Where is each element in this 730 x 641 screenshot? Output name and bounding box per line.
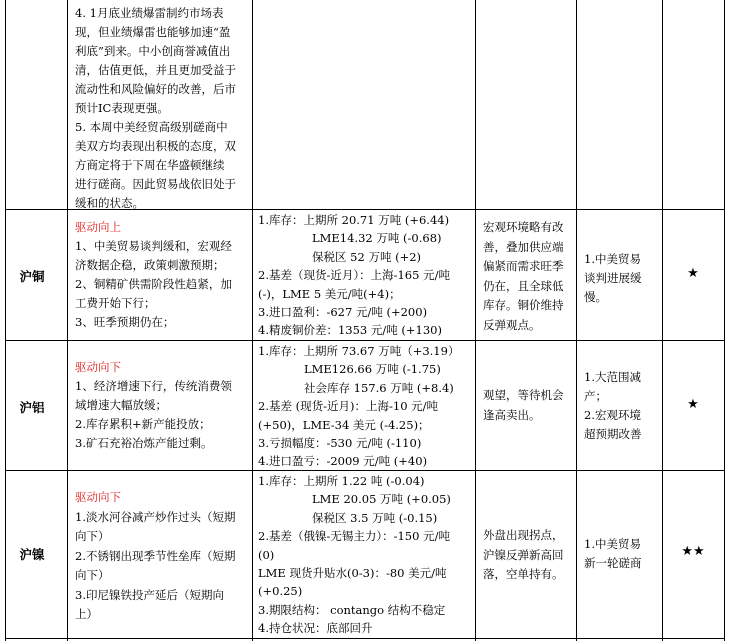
data-line: LME 现货升贴水(0-3)：-80 美元/吨 <box>258 566 447 581</box>
col-border <box>475 0 476 641</box>
data-line: (0) <box>258 547 275 562</box>
data-line: 1.库存：上期所 1.22 吨 (-0.04) <box>258 474 425 488</box>
text-line: 进行磋商。因此贸易战依旧处于 <box>75 177 236 191</box>
data-line: LME126.66 万吨 (-1.75) <box>304 362 441 377</box>
data-line: 3.进口盈利：-627 元/吨 (+200) <box>258 305 428 320</box>
rating-stars: ★ <box>687 266 699 281</box>
drivers-cell <box>75 488 251 625</box>
text-line: 利底”到来。中小创商誉减值出 <box>75 44 231 58</box>
risk-cell <box>584 535 661 573</box>
driver-line: 1、经济增速下行，传统消费领 <box>75 379 232 393</box>
data-line: (+0.25) <box>258 584 303 599</box>
data-line: (+50)，LME-34 美元 (-4.25)； <box>258 417 430 432</box>
view-line: 观望，等待机会 <box>483 388 564 402</box>
driver-line: 域增速大幅放缓； <box>75 398 167 412</box>
view-line: 偏紧而需求旺季 <box>483 259 564 273</box>
view-cell <box>483 386 575 425</box>
drivers-title: 驱动向下 <box>75 360 121 374</box>
data-cell <box>258 211 474 340</box>
col-border <box>252 0 253 641</box>
data-line: 1.库存：上期所 20.71 万吨 (+6.44) <box>258 213 450 227</box>
view-line: 库存。铜价维持 <box>483 298 564 312</box>
view-line: 逢高卖出。 <box>483 407 541 422</box>
driver-line: 2.不锈钢出现季节性垒库（短期 <box>75 548 236 563</box>
view-line: 善，叠加供应端 <box>483 239 564 254</box>
risk-line: 2.宏观环境 <box>584 408 641 422</box>
risk-line: 慢。 <box>584 290 607 304</box>
data-line: LME14.32 万吨 (-0.68) <box>312 231 442 246</box>
row-border <box>5 340 725 341</box>
driver-line: 2、铜精矿供需阶段性趋紧，加 <box>75 277 232 291</box>
col-border <box>576 0 577 641</box>
data-line: 4.进口盈亏：-2009 元/吨 (+40) <box>258 454 428 469</box>
drivers-title: 驱动向上 <box>75 220 121 234</box>
driver-line: 3.矿石充裕冶炼产能过剩。 <box>75 436 213 450</box>
drivers-title: 驱动向下 <box>75 490 121 504</box>
commodity-name: 沪铜 <box>19 269 45 284</box>
text-line: 5. 本周中美经贸高级别磋商中 <box>75 120 228 134</box>
view-cell <box>483 218 575 335</box>
view-line: 仍在，且全球低 <box>483 278 564 293</box>
top-driver-text <box>75 4 251 213</box>
text-line: 流动性和风险偏好的改善，后市 <box>75 82 236 96</box>
driver-line: 向下） <box>75 568 110 582</box>
data-cell <box>258 342 474 471</box>
data-line: 3.亏损幅度：-530 元/吨 (-110) <box>258 436 422 451</box>
view-line: 反弹观点。 <box>483 317 541 332</box>
text-line: 美双方均表现出积极的态度，双 <box>75 139 236 153</box>
data-line: 2.基差 (现货-近月)：上海-10 元/吨 <box>258 399 439 414</box>
risk-line: 1.中美贸易 <box>584 537 641 551</box>
text-line: 方商定将于下周在华盛顿继续 <box>75 158 225 172</box>
rating-stars: ★ <box>687 397 699 412</box>
data-line: 4.持仓状况：底部回升 <box>258 621 373 636</box>
col-border <box>724 0 725 641</box>
driver-line: 工费开始下行； <box>75 296 156 310</box>
text-line: 缓和的状态。 <box>75 196 144 210</box>
driver-line: 2.库存累积+新产能投放； <box>75 417 211 431</box>
driver-line: 3.印尼镍铁投产延后（短期向 <box>75 587 224 602</box>
risk-line: 1.大范围减 <box>584 370 641 384</box>
risk-line: 产； <box>584 389 607 403</box>
data-line: 3.期限结构： contango 结构不稳定 <box>258 602 446 617</box>
text-line: 4. 1月底业绩爆雷制约市场表 <box>75 6 224 20</box>
driver-line: 1、中美贸易谈判缓和，宏观经 <box>75 239 232 253</box>
driver-line: 上） <box>75 607 98 621</box>
data-line: 保税区 3.5 万吨 (-0.15) <box>312 510 438 525</box>
col-border <box>67 0 68 641</box>
view-line: 沪镍反弹新高回 <box>483 547 564 562</box>
data-line: 2.基差（俄镍-无锡主力）：-150 元/吨 <box>258 529 450 544</box>
commodity-name: 沪镍 <box>19 547 45 562</box>
data-line: LME 20.05 万吨 (+0.05) <box>312 492 451 507</box>
risk-line: 谈判进展缓 <box>584 271 642 285</box>
text-line: 清，估值更低，并且更加受益于 <box>75 63 236 77</box>
data-line: 社会库存 157.6 万吨 (+8.4) <box>304 380 454 395</box>
data-line: 2.基差（现货-近月）：上海-165 元/吨 <box>258 268 450 283</box>
view-line: 宏观环境略有改 <box>483 220 564 234</box>
data-cell <box>258 472 474 638</box>
data-line: 4.精废铜价差：1353 元/吨 (+130) <box>258 323 442 338</box>
drivers-cell <box>75 358 251 453</box>
col-border <box>662 0 663 641</box>
driver-line: 济数据企稳，政策刺激预期； <box>75 258 225 272</box>
row-border <box>5 638 725 639</box>
risk-cell <box>584 368 661 444</box>
text-line: 现，但业绩爆雷也能够加速“盈 <box>75 25 231 39</box>
data-line: (-)，LME 5 美元/吨(+4)； <box>258 286 401 301</box>
data-line: 保税区 52 万吨 (+2) <box>312 249 422 264</box>
risk-line: 1.中美贸易 <box>584 252 641 266</box>
risk-line: 超预期改善 <box>584 427 642 441</box>
text-line: 预计IC表现更强。 <box>75 101 169 115</box>
driver-line: 3、旺季预期仍在； <box>75 315 175 329</box>
rating-stars: ★★ <box>681 544 705 559</box>
risk-cell <box>584 250 661 307</box>
driver-line: 1.淡水河谷减产炒作过头（短期 <box>75 509 236 524</box>
risk-line: 新一轮磋商 <box>584 556 642 570</box>
commodity-name: 沪铝 <box>19 400 45 415</box>
col-border <box>5 0 6 641</box>
view-line: 外盘出现拐点， <box>483 528 564 542</box>
driver-line: 向下） <box>75 529 110 543</box>
view-cell <box>483 526 575 585</box>
view-line: 落，空单持有。 <box>483 567 564 581</box>
drivers-cell <box>75 218 251 332</box>
data-line: 1.库存：上期所 73.67 万吨（+3.19） <box>258 344 460 358</box>
